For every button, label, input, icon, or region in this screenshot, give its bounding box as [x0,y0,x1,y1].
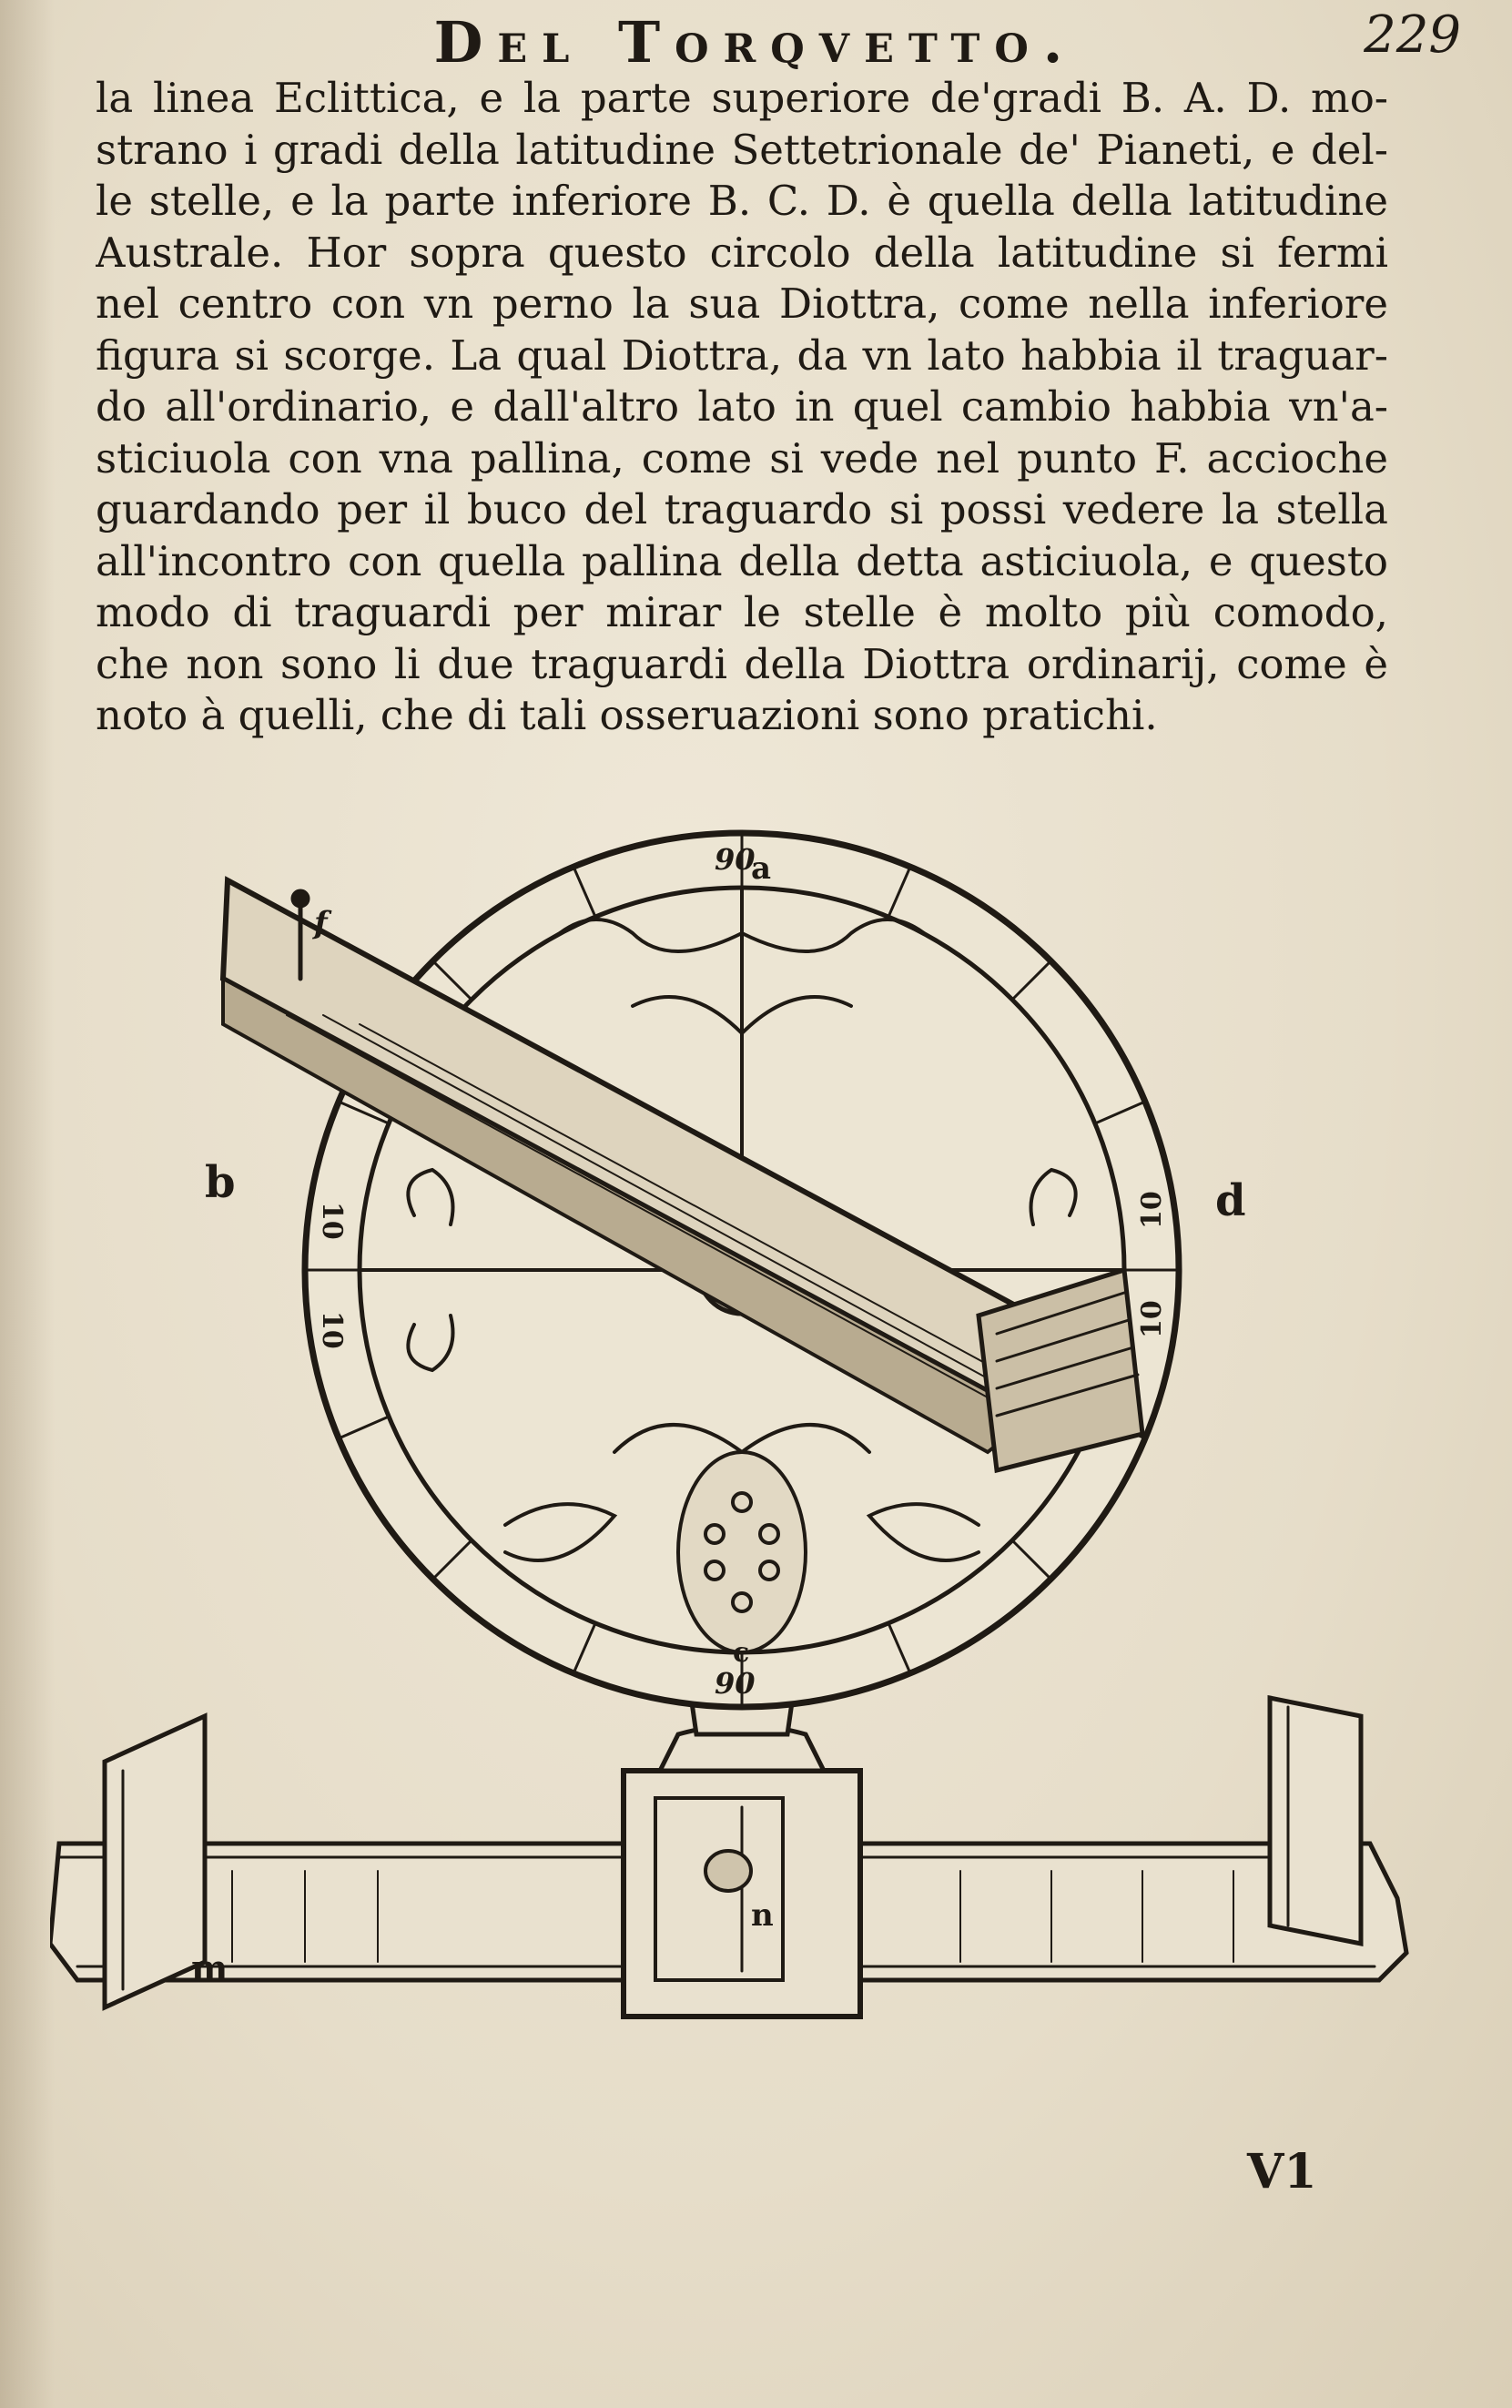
label-f: f [314,905,328,941]
running-title: Del Torqvetto. [433,9,1078,76]
text-line: guardando per il buco del traguardo si possi vedere la stella [96,485,1388,533]
text-line: do all'ordinario, e dall'altro lato in quel cambio habbia vn'a- [96,382,1388,431]
scale-number: 90 [715,842,756,877]
text-line: strano i gradi della latitudine Settetrionale de' Pianeti, e del- [96,125,1388,174]
text-line: nel centro con vn perno la sua Diottra, come nella inferiore [96,279,1388,328]
page-number: 229 [1364,5,1461,65]
pedestal-pillar [624,1671,860,2017]
text-line: all'incontro con quella pallina della detta asticiuola, e questo [96,536,1388,585]
body-text [96,73,1388,742]
label-a: a [751,850,772,887]
gutter-shadow [0,0,55,2408]
label-n: n [751,1897,774,1934]
text-line: la linea Eclittica, e la parte superiore de'gradi B. A. D. mo- [96,74,1388,122]
scale-number: 10 [1136,1300,1168,1338]
signature-mark: V1 [1247,2144,1317,2200]
scale-number: 10 [1136,1191,1168,1229]
text-line: noto à quelli, che di tali osseruazioni sono pratichi. [96,691,1158,739]
text-line: figura si scorge. La qual Diottra, da vn lato habbia il traguar- [96,330,1388,380]
scale-number: 10 [316,1202,348,1240]
text-line: le stelle, e la parte inferiore B. C. D. è quella della latitudine [96,177,1388,225]
label-m: m [191,1947,228,1988]
text-line: modo di traguardi per mirar le stelle è molto più comodo, [96,588,1388,636]
text-line: che non sono li due traguardi della Diottra ordinarij, come è [96,639,1388,688]
label-b: b [205,1157,236,1208]
scale-number: 90 [715,1666,756,1701]
label-c: c [733,1637,750,1669]
text-line: sticiuola con vna pallina, come si vede nel punto F. accioche [96,433,1388,483]
text-line: Australe. Hor sopra questo circolo della latitudine si fermi [96,228,1388,277]
scale-number: 10 [316,1311,348,1349]
label-d: d [1215,1175,1246,1226]
woodcut-torquetum-figure [50,797,1470,2180]
